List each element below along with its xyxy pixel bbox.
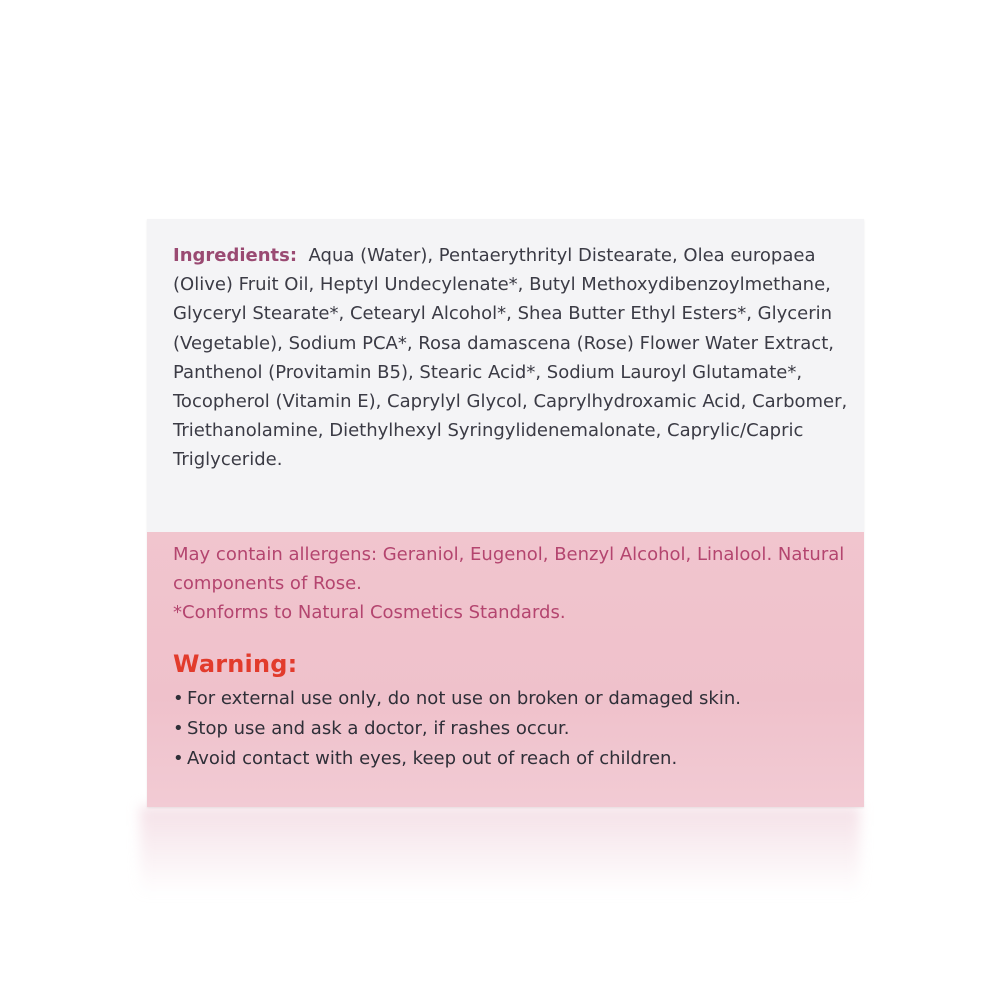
ingredients-panel <box>147 219 864 532</box>
warning-panel <box>147 532 864 807</box>
warning-item <box>173 684 863 714</box>
ingredients-list: Aqua (Water), Pentaerythrityl Distearate, Olea europaea (Olive) Fruit Oil, Heptyl Undecylenate*, Butyl Methoxydibenzoylmethane, Glyceryl Stearate*, Cetearyl Alcohol*, Shea Butter Ethyl Esters*, Glycerin (Vegetable), Sodium PCA*, Rosa damascena (Rose) Flower Water Extract, Panthenol (Provitamin B5), Stearic Acid*, Sodium Lauroyl Glutamate*, Tocopherol (Vitamin E), Caprylyl Glycol, Caprylhydroxamic Acid, Carbomer, Triethanolamine, Diethylhexyl Syringylidenemalonate, Caprylic/Capric Triglyceride. <box>173 245 848 471</box>
warning-item <box>173 744 863 774</box>
allergens-text: May contain allergens: Geraniol, Eugenol, Benzyl Alcohol, Linalool. Natural components of Rose. <box>173 544 845 594</box>
product-box-label <box>147 219 864 807</box>
warning-item-text: Stop use and ask a doctor, if rashes occur. <box>187 718 570 739</box>
warning-list <box>173 684 863 774</box>
natural-standards-note: *Conforms to Natural Cosmetics Standards. <box>173 602 566 623</box>
warning-item <box>173 714 863 744</box>
ingredients-label: Ingredients: <box>173 245 298 266</box>
bullet-icon: • <box>173 688 184 709</box>
box-reflection <box>140 806 860 896</box>
bullet-icon: • <box>173 748 184 769</box>
bullet-icon: • <box>173 718 184 739</box>
ingredients-paragraph <box>173 241 853 475</box>
warning-item-text: Avoid contact with eyes, keep out of reach of children. <box>187 748 678 769</box>
allergens-block <box>173 540 853 627</box>
warning-item-text: For external use only, do not use on broken or damaged skin. <box>187 688 741 709</box>
warning-title: Warning: <box>173 650 298 678</box>
